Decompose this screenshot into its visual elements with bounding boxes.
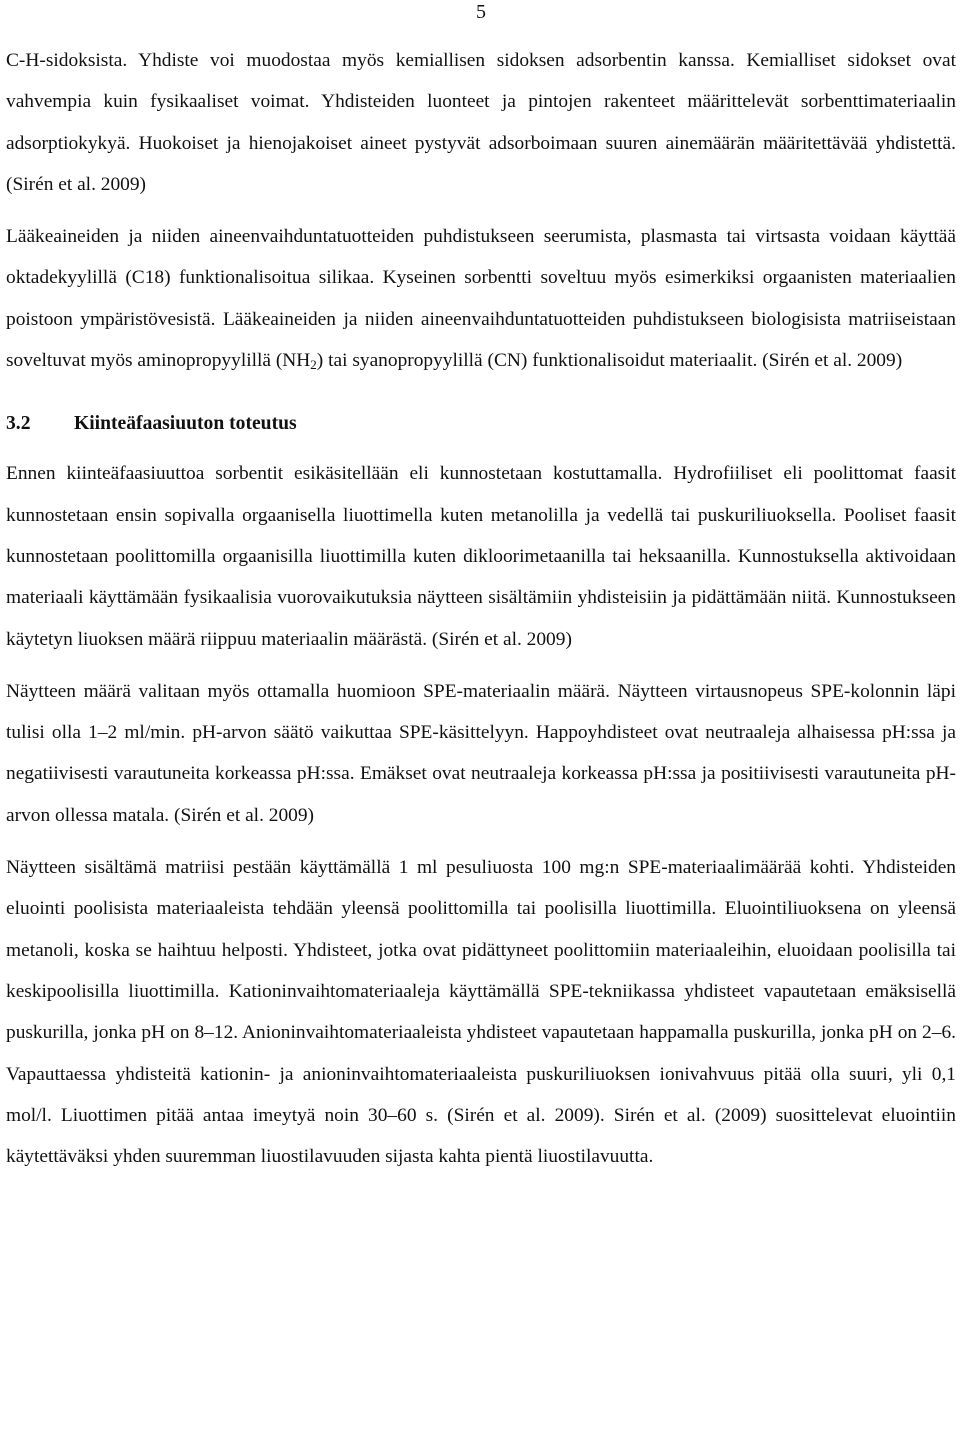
paragraph-conditioning: Ennen kiinteäfaasiuuttoa sorbentit esikäsitellään eli kunnostetaan kostuttamalla. Hydrofiiliset eli poolittomat faasit kunnostetaan ensin sopivalla orgaanisella liuottimella kuten metanolilla ja vedellä tai puskuriliuoksella. Pooliset faasit kunnostetaan poolittomilla orgaanisilla liuottimilla kuten dikloorimetaanilla tai heksaanilla. Kunnostuksella aktivoidaan materiaali käyttämään fysikaalisia vuorovaikutuksia näytteen sisältämiin yhdisteisiin ja pidättämään niitä. Kunnostukseen käytetyn liuoksen määrä riippuu materiaalin määrästä. (Sirén et al. 2009): [6, 463, 956, 650]
paragraph-text: Lääkeaineiden ja niiden aineenvaihduntatuotteiden puhdistukseen seerumista, plasmasta tai virtsasta voidaan käyttää oktadekyylillä (C18) funktionalisoitua silikaa. Kyseinen sorbentti soveltuu myös esimerkiksi orgaanisten materiaalien poistoon ympäristövesistä. Lääkeaineiden ja niiden aineenvaihduntatuotteiden puhdistukseen biologisista matriiseistaan soveltuvat myös aminopropyylillä (NH: [6, 226, 956, 372]
paragraph-text: ) tai syanopropyylillä (CN) funktionalisoidut materiaalit. (Sirén et al. 2009): [316, 350, 903, 372]
section-title: Kiinteäfaasiuuton toteutus: [74, 413, 297, 435]
section-heading: [6, 405, 956, 443]
page-number: 5: [476, 1, 486, 23]
section-number: 3.2: [6, 413, 31, 435]
paragraph-elution: Näytteen sisältämä matriisi pestään käyttämällä 1 ml pesuliuosta 100 mg:n SPE-materiaalimäärää kohti. Yhdisteiden eluointi poolisista materiaaleista tehdään yleensä poolittomilla tai poolisilla liuottimilla. Eluointiliuoksena on yleensä metanoli, koska se haihtuu helposti. Yhdisteet, jotka ovat pidättyneet poolittomiin materiaaleihin, eluoidaan poolisilla tai keskipoolisilla liuottimilla. Kationinvaihtomateriaaleja käyttämällä SPE-tekniikassa yhdisteet vapautetaan emäksisellä puskurilla, jonka pH on 8–12. Anioninvaihtomateriaaleista yhdisteet vapautetaan happamalla puskurilla, jonka pH on 2–6. Vapauttaessa yhdisteitä kationin- ja anioninvaihtomateriaaleista puskuriliuoksen ionivahvuus pitää olla suuri, yli 0,1 mol/l. Liuottimen pitää antaa imeytyä noin 30–60 s. (Sirén et al. 2009). Sirén et al. (2009) suosittelevat eluointiin käytettäväksi yhden suuremman liuostilavuuden sijasta kahta pientä liuostilavuutta.: [6, 857, 956, 1168]
subscript-2: 2: [310, 357, 317, 373]
paragraph-drug-purification: [6, 216, 956, 381]
paragraph-sample-amount: Näytteen määrä valitaan myös ottamalla huomioon SPE-materiaalin määrä. Näytteen virtausnopeus SPE-kolonnin läpi tulisi olla 1–2 ml/min. pH-arvon säätö vaikuttaa SPE-käsittelyyn. Happoyhdisteet ovat neutraaleja alhaisessa pH:ssa ja negatiivisesti varautuneita korkeassa pH:ssa. Emäkset ovat neutraaleja korkeassa pH:ssa ja positiivisesti varautuneita pH-arvon ollessa matala. (Sirén et al. 2009): [6, 680, 956, 826]
page-content: [6, 40, 956, 1177]
paragraph-adsorption: C-H-sidoksista. Yhdiste voi muodostaa myös kemiallisen sidoksen adsorbentin kanssa. Kemialliset sidokset ovat vahvempia kuin fysikaaliset voimat. Yhdisteiden luonteet ja pintojen rakenteet määrittelevät sorbenttimateriaalin adsorptiokykyä. Huokoiset ja hienojakoiset aineet pystyvät adsorboimaan suuren ainemäärän määritettävää yhdistettä. (Sirén et al. 2009): [6, 50, 956, 195]
